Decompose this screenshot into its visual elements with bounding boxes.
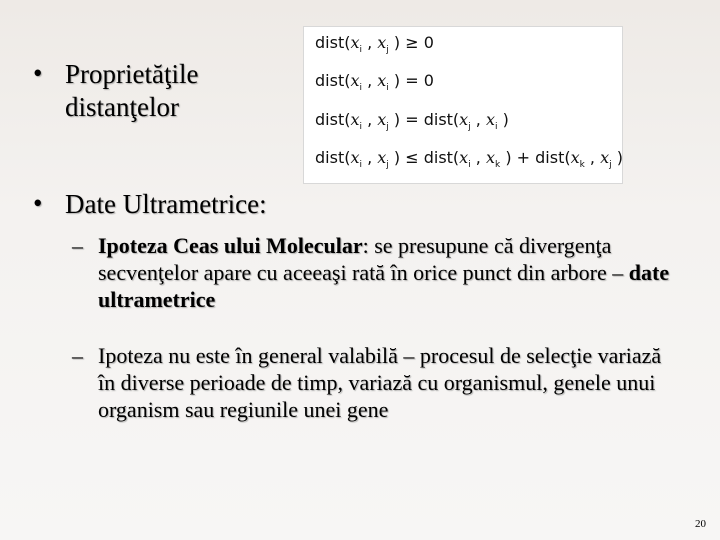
molecular-clock-description: : se presupune că divergenţa secvenţelor apare cu aceeaşi rată în orice punct din arbore – bbox=[98, 233, 629, 285]
sub-item-text bbox=[98, 232, 678, 313]
formula-symmetry: $dist(x_i$ , $x_j$ ) = $dist(x_j$ , $x_i$ ) bbox=[315, 110, 509, 132]
formula-nonnegativity: $dist(x_i$ , $x_j$ ) ≥ 0 bbox=[315, 33, 434, 55]
sub-item-text: Ipoteza nu este în general valabilă – procesul de selecţie variază în diverse perioade de timp, variază cu organismul, genele unui organism sau regiunile unei gene bbox=[98, 343, 662, 422]
bullet-text: Proprietăţile distanţelor bbox=[65, 59, 199, 122]
bullet-marker: • bbox=[33, 58, 43, 88]
bullet-marker: • bbox=[33, 188, 43, 218]
sub-item-marker: – bbox=[72, 343, 83, 368]
formula-identity: $dist(x_i$ , $x_i$ ) = 0 bbox=[315, 71, 434, 93]
sub-item-marker: – bbox=[72, 233, 83, 258]
distance-formulas-image bbox=[303, 26, 623, 184]
page-number: 20 bbox=[695, 518, 706, 530]
bullet-text: Date Ultrametrice: bbox=[65, 189, 267, 219]
molecular-clock-term: Ipoteza Ceas ului Molecular bbox=[98, 233, 363, 258]
formula-triangle-inequality: $dist(x_i$ , $x_j$ ) ≤ $dist(x_i$ , $x_k$ ) + $dist(x_k$ , $x_j$ ) bbox=[315, 148, 623, 170]
ultrametric-data-term: date ultrametrice bbox=[98, 260, 670, 312]
